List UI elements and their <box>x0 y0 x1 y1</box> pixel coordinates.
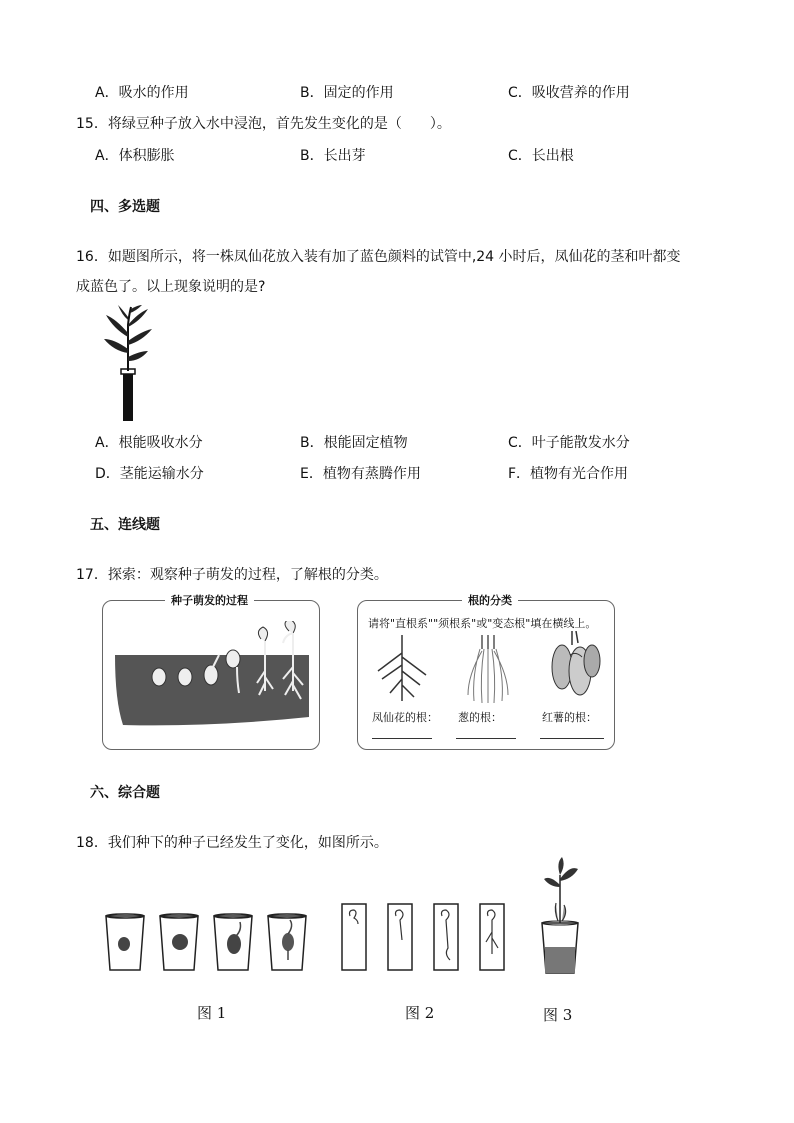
q14-option-a[interactable]: A．吸水的作用 <box>95 85 189 101</box>
q16-option-f[interactable]: F．植物有光合作用 <box>508 466 629 482</box>
section-heading-multi-choice: 四、多选题 <box>90 199 160 215</box>
q14-option-c[interactable]: C．吸收营养的作用 <box>508 85 630 101</box>
section-heading-comprehensive: 六、综合题 <box>90 785 160 801</box>
seed-germination-box <box>102 594 320 750</box>
q16-option-b[interactable]: B．根能固定植物 <box>300 435 408 451</box>
modified-root-illustration <box>542 631 606 705</box>
label-sweet-potato-root: 红薯的根： <box>542 711 597 724</box>
label-impatiens-root: 凤仙花的根： <box>372 711 438 724</box>
q14-option-b[interactable]: B．固定的作用 <box>300 85 394 101</box>
seed-germination-illustration <box>113 621 311 731</box>
q18-question: 18．我们种下的种子已经发生了变化，如图所示。 <box>76 835 388 851</box>
answer-blank-sweet-potato[interactable] <box>540 738 604 739</box>
fibrous-root-illustration <box>458 635 518 705</box>
root-classification-box <box>357 594 615 750</box>
root-classification-instruction: 请将"直根系""须根系"或"变态根"填在横线上。 <box>368 617 597 630</box>
q16-option-a[interactable]: A．根能吸收水分 <box>95 435 203 451</box>
root-classification-title: 根的分类 <box>462 592 518 608</box>
figure2-sprouting-seeds <box>340 902 510 974</box>
label-scallion-root: 葱的根： <box>458 711 502 724</box>
q15-option-b[interactable]: B．长出芽 <box>300 148 366 164</box>
seed-germination-title: 种子萌发的过程 <box>165 592 254 608</box>
figure3-caption: 图 3 <box>543 1006 573 1024</box>
q15-option-a[interactable]: A．体积膨胀 <box>95 148 175 164</box>
q16-question-line1: 16．如题图所示，将一株凤仙花放入装有加了蓝色颜料的试管中,24 小时后，凤仙花的茎和叶都变 <box>76 249 681 265</box>
figure1-cups-with-seeds <box>100 912 312 976</box>
taproot-illustration <box>372 635 432 705</box>
q15-option-c[interactable]: C．长出根 <box>508 148 574 164</box>
q16-option-c[interactable]: C．叶子能散发水分 <box>508 435 630 451</box>
section-heading-matching: 五、连线题 <box>90 517 160 533</box>
q15-question: 15．将绿豆种子放入水中浸泡，首先发生变化的是（ ）。 <box>76 116 451 132</box>
q16-option-e[interactable]: E．植物有蒸腾作用 <box>300 466 421 482</box>
q16-option-d[interactable]: D．茎能运输水分 <box>95 466 204 482</box>
figure2-caption: 图 2 <box>405 1004 435 1022</box>
plant-in-test-tube-figure <box>98 305 158 423</box>
answer-blank-scallion[interactable] <box>456 738 516 739</box>
figure3-seedling-in-cup <box>536 855 584 977</box>
answer-blank-impatiens[interactable] <box>372 738 432 739</box>
q16-question-line2: 成蓝色了。以上现象说明的是? <box>76 279 266 295</box>
q17-question: 17．探索：观察种子萌发的过程，了解根的分类。 <box>76 567 388 583</box>
figure1-caption: 图 1 <box>197 1004 227 1022</box>
